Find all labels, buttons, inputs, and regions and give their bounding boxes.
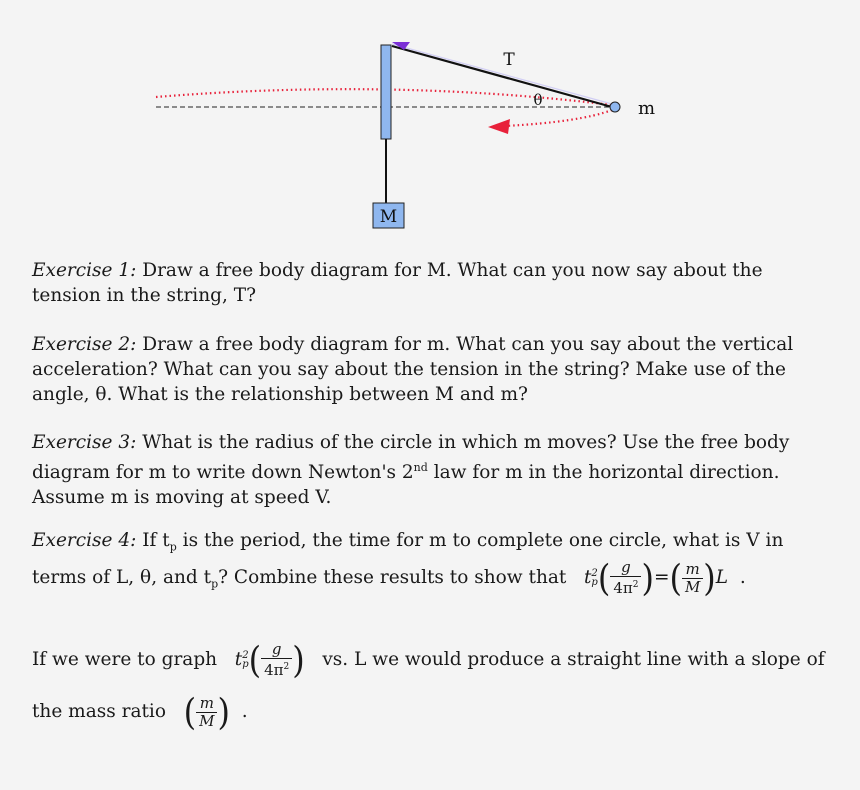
string-to-m [392,46,612,107]
graph-expression: t 2 p ( $\frac{g}{4\pi^2}$ ) [234,638,305,682]
exercise-3-text-before: What is the radius of the circle in which m moves? Use the free body diagram for m to write down Newton's 2 [32,432,790,484]
exercise-2 [32,332,832,407]
ratio-m: m [196,695,217,713]
exercise-3 [32,430,832,510]
tension-label: T [503,50,515,70]
eq-L: L [715,567,729,588]
graph-eq-t-sub: p [242,659,249,670]
exercise-3-label: Exercise 3: [32,432,137,453]
eq-period: . [739,567,746,588]
exercise-1-text: Draw a free body diagram for M. What can you now say about the tension in the string, T? [32,260,763,306]
exercise-4-line2-sub: p [211,577,219,591]
mass-m-ball [610,102,620,112]
orbit-path-front [505,110,612,126]
eq-M: M [684,577,701,596]
exercise-1 [32,258,832,308]
exercise-4-text-a: If t [142,530,170,551]
theta-label: θ [533,91,543,109]
graph-eq-g: g [261,641,292,659]
period-equation: t 2 p ( $\frac{g}{4\pi^2}$ )=( $\frac{m}{M}$ )L [583,556,729,600]
eq-t-sub: p [591,577,598,588]
mass-m-label: m [638,98,656,119]
graph-paragraph-line-2 [32,692,832,732]
eq-equals: = [653,567,670,588]
eq-4pi: 4π [613,579,633,597]
exercise-3-text-after: law for m in the horizontal direction. Assume m is moving at speed V. [32,462,780,509]
exercise-2-label: Exercise 2: [32,334,137,355]
exercise-2-text: Draw a free body diagram for m. What can you say about the vertical acceleration? What can you say about the tension in the string? Make use of the angle, θ. What is the relationship between M and m? [32,334,794,405]
eq-t-sup: 2 [591,568,598,579]
graph-eq-t: t [234,649,243,670]
exercise-4-label: Exercise 4: [32,530,137,551]
exercise-3-superscript: nd [413,461,428,474]
exercise-4-line2-b: ? Combine these results to show that [218,567,567,588]
pendulum-diagram [0,0,860,240]
exercise-4-sub-p: p [169,540,177,554]
exercise-4-text-b: is the period, the time for m to complete one circle, what is V in [176,530,784,551]
vertical-tube [381,45,391,139]
eq-m: m [682,561,703,579]
exercise-1-label: Exercise 1: [32,260,137,281]
graph-text-after: vs. L we would produce a straight line with a slope of [322,649,825,670]
graph-text-before: If we were to graph [32,649,218,670]
graph-line2-text: the mass ratio [32,701,166,722]
ratio-M: M [199,711,215,730]
graph-eq-t-sup: 2 [242,650,249,661]
exercise-4-line2-a: terms of L, θ, and t [32,567,212,588]
graph-end-period: . [241,701,248,722]
exercise-4-line-2 [32,558,832,605]
graph-paragraph-line-1 [32,640,832,680]
graph-eq-4pi: 4π [264,661,284,679]
eq-4pi-sup: 2 [632,580,639,590]
mass-ratio-expression: ( $\frac{m}{M}$ ) [183,690,230,734]
eq-t: t [583,567,592,588]
mass-M-label: M [379,207,398,227]
orbit-arrowhead [488,119,510,134]
string-highlight [392,44,612,104]
exercise-4-line-1 [32,528,832,560]
graph-eq-4pi-sup: 2 [283,662,290,672]
eq-g: g [610,559,641,577]
